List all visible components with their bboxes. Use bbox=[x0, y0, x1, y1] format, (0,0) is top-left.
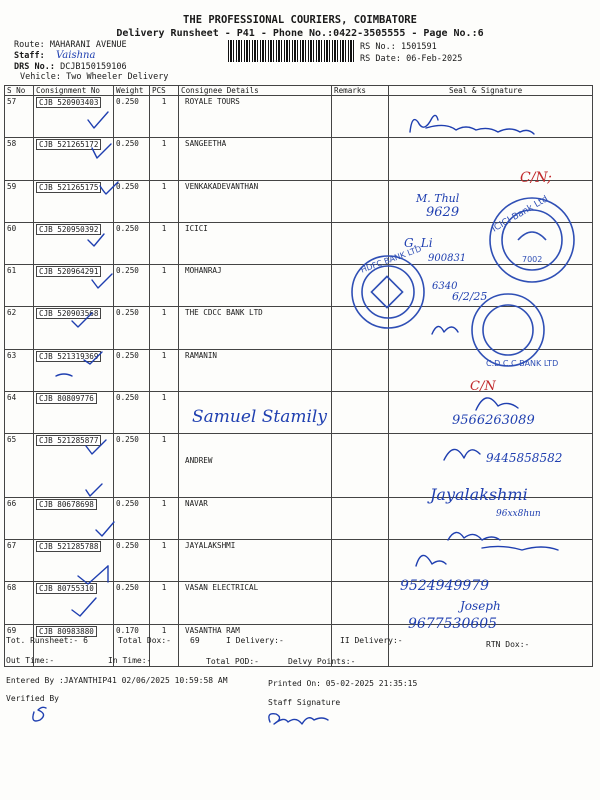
tick-mark bbox=[56, 374, 72, 376]
runsheet-subtitle: Delivery Runsheet - P41 - Phone No.:0422-3505555 - Page No.:6 bbox=[116, 28, 484, 39]
cell-consignment: CJB 520950392 bbox=[36, 224, 101, 235]
phone-64: 9566263089 bbox=[452, 413, 535, 428]
cell-pcs: 1 bbox=[150, 539, 179, 581]
cell-pcs: 1 bbox=[150, 582, 179, 624]
ii-delivery: II Delivery:- bbox=[340, 636, 403, 645]
rtn-dox: RTN Dox:- bbox=[486, 640, 530, 649]
col-remarks: Remarks bbox=[332, 86, 389, 96]
cell-pcs: 1 bbox=[150, 392, 179, 434]
total-dox-label: Total Dox:- bbox=[118, 636, 171, 645]
vehicle-value: Two Wheeler Delivery bbox=[66, 72, 169, 82]
cell-consignment: CJB 520903403 bbox=[36, 97, 101, 108]
icici-bank-stamp bbox=[490, 194, 574, 282]
cell-consignment: CJB 521265175 bbox=[36, 182, 101, 193]
signature-64-mark bbox=[476, 398, 518, 410]
tick-mark bbox=[72, 598, 96, 616]
staff-signature-mark bbox=[269, 714, 328, 724]
cell-pcs: 1 bbox=[150, 497, 179, 539]
cell-consignee: JAYALAKSHMI bbox=[179, 539, 332, 581]
tick-mark bbox=[86, 484, 102, 496]
cell-sno: 57 bbox=[5, 96, 34, 138]
cell-sno: 61 bbox=[5, 265, 34, 307]
cdcc-stamp-text: C.D.C.C BANK LTD bbox=[486, 359, 559, 368]
tick-mark bbox=[96, 522, 114, 536]
tick-mark bbox=[88, 234, 104, 246]
col-consignee: Consignee Details bbox=[179, 86, 332, 96]
rs-no-value: 1501591 bbox=[400, 42, 437, 52]
tick-mark bbox=[88, 112, 108, 128]
delvy-points: Delvy Points:- bbox=[288, 657, 356, 666]
tick-mark bbox=[78, 566, 108, 584]
tick-mark bbox=[92, 274, 112, 288]
cell-sno: 60 bbox=[5, 222, 34, 264]
cell-sno: 67 bbox=[5, 539, 34, 581]
note-61: 6340 bbox=[432, 281, 458, 292]
cell-consignee: THE CDCC BANK LTD bbox=[179, 307, 332, 349]
cell-pcs: 1 bbox=[150, 138, 179, 180]
rs-date-label: RS Date: bbox=[360, 54, 401, 64]
signature-64: Samuel Stamily bbox=[192, 407, 327, 427]
cell-sno: 59 bbox=[5, 180, 34, 222]
entered-by: Entered By :JAYANTHIP41 02/06/2025 10:59:58 AM bbox=[6, 676, 228, 685]
printed-on: Printed On: 05-02-2025 21:35:15 bbox=[268, 679, 418, 688]
signature-67-tail bbox=[482, 546, 558, 550]
cell-pcs: 1 bbox=[150, 349, 179, 391]
cell-consignment: CJB 521265172 bbox=[36, 139, 101, 150]
cell-sno: 58 bbox=[5, 138, 34, 180]
i-delivery: I Delivery:- bbox=[226, 636, 284, 645]
signature-57-tail bbox=[426, 125, 534, 134]
tick-mark bbox=[92, 144, 111, 158]
verified-signature bbox=[33, 707, 46, 721]
col-consignment: Consignment No bbox=[34, 86, 114, 96]
route-value: MAHARANI AVENUE bbox=[49, 40, 127, 50]
signature-68 bbox=[416, 555, 446, 566]
verified-by: Verified By bbox=[6, 694, 59, 703]
cell-weight: 0.250 bbox=[114, 265, 150, 307]
cell-consignment: CJB 521285877 bbox=[36, 435, 101, 446]
cell-consignee: SANGEETHA bbox=[179, 138, 332, 180]
col-seal-signature: Seal & Signature bbox=[389, 86, 593, 96]
cell-weight: 0.250 bbox=[114, 222, 150, 264]
cell-weight: 0.170 bbox=[114, 624, 150, 666]
cell-pcs: 1 bbox=[150, 624, 179, 666]
rs-date-value: 06-Feb-2025 bbox=[406, 54, 463, 64]
cell-consignment: CJB 521319369 bbox=[36, 351, 101, 362]
rs-no-label: RS No.: bbox=[360, 42, 396, 52]
cell-sno: 65 bbox=[5, 434, 34, 497]
signature-57 bbox=[410, 115, 438, 132]
date-62: 6/2/25 bbox=[452, 290, 488, 303]
cell-weight: 0.250 bbox=[114, 497, 150, 539]
cell-sno: 64 bbox=[5, 392, 34, 434]
out-time: Out Time:- bbox=[6, 656, 55, 665]
hdfc-stamp-text: HDFC BANK LTD bbox=[359, 244, 423, 275]
phone-61: 900831 bbox=[428, 253, 467, 264]
cdcc-bank-stamp bbox=[472, 294, 558, 368]
cell-consignee: VASANTHA RAM bbox=[179, 624, 332, 666]
document-title: THE PROFESSIONAL COURIERS, COIMBATORE bbox=[183, 14, 417, 26]
cell-consignment: CJB 520964291 bbox=[36, 266, 101, 277]
tick-mark bbox=[84, 352, 102, 364]
initials-60: G. Li bbox=[404, 236, 433, 250]
phone-65: 9445858582 bbox=[486, 451, 563, 465]
cell-pcs: 1 bbox=[150, 307, 179, 349]
signature-59: M. Thul bbox=[416, 192, 460, 205]
signature-65 bbox=[444, 449, 480, 460]
tick-mark bbox=[100, 182, 118, 194]
cell-consignment: CJB 521285788 bbox=[36, 541, 101, 552]
cell-weight: 0.250 bbox=[114, 539, 150, 581]
phone-68: 9524949979 bbox=[400, 578, 490, 594]
col-weight: Weight bbox=[114, 86, 150, 96]
cell-consignee: RAMANIN bbox=[179, 349, 332, 391]
tick-mark bbox=[72, 313, 92, 327]
cell-sno: 69 bbox=[5, 624, 34, 666]
signature-69: Joseph bbox=[460, 599, 501, 613]
cell-consignee: MOHANRAJ bbox=[179, 265, 332, 307]
route-label: Route: bbox=[14, 40, 45, 50]
in-time: In Time:- bbox=[108, 656, 152, 665]
signature-62 bbox=[432, 326, 458, 334]
cell-pcs: 1 bbox=[150, 222, 179, 264]
cell-consignee: VASAN ELECTRICAL bbox=[179, 582, 332, 624]
cell-weight: 0.250 bbox=[114, 434, 150, 497]
cell-consignee: ICICI bbox=[179, 222, 332, 264]
cell-sno: 62 bbox=[5, 307, 34, 349]
icici-stamp-emblem bbox=[518, 232, 546, 240]
phone-69: 9677530605 bbox=[408, 616, 498, 632]
cell-pcs: 1 bbox=[150, 96, 179, 138]
cell-consignment: CJB 80809776 bbox=[36, 393, 97, 404]
cin-58: C/N; bbox=[520, 170, 552, 186]
icici-stamp-code: 7002 bbox=[522, 255, 543, 264]
vehicle-label: Vehicle: bbox=[20, 72, 61, 82]
staff-handwritten-name: Vaishna bbox=[56, 50, 96, 61]
drs-label: DRS No.: bbox=[14, 62, 55, 72]
tot-runsheet: Tot. Runsheet:- 6 bbox=[6, 636, 88, 645]
cell-weight: 0.250 bbox=[114, 307, 150, 349]
cell-consignee: ANDREW bbox=[179, 434, 332, 497]
cell-sno: 63 bbox=[5, 349, 34, 391]
cell-consignment: CJB 80983880 bbox=[36, 626, 97, 637]
cell-consignment: CJB 520903568 bbox=[36, 308, 101, 319]
cell-weight: 0.250 bbox=[114, 392, 150, 434]
cell-consignee: ROYALE TOURS bbox=[179, 96, 332, 138]
phone-59: 9629 bbox=[426, 205, 460, 220]
cell-weight: 0.250 bbox=[114, 138, 150, 180]
col-pcs: PCS bbox=[150, 86, 179, 96]
icici-stamp-text: ICICI Bank Ltd bbox=[490, 194, 551, 235]
cell-consignee: NAVAR bbox=[179, 497, 332, 539]
cell-consignment: CJB 80755310 bbox=[36, 583, 97, 594]
cell-weight: 0.250 bbox=[114, 96, 150, 138]
cell-consignee: VENKAKADEVANTHAN bbox=[179, 180, 332, 222]
tick-mark bbox=[86, 440, 106, 454]
staff-label: Staff: bbox=[14, 51, 45, 61]
drs-value: DCJB150159106 bbox=[60, 62, 127, 72]
total-dox-value: 69 bbox=[190, 636, 200, 645]
cell-sno: 66 bbox=[5, 497, 34, 539]
signature-66: Jayalakshmi bbox=[430, 485, 528, 504]
hdfc-bank-stamp bbox=[352, 244, 424, 328]
total-pod: Total POD:- bbox=[206, 657, 259, 666]
cell-pcs: 1 bbox=[150, 434, 179, 497]
cell-weight: 0.250 bbox=[114, 582, 150, 624]
cell-pcs: 1 bbox=[150, 180, 179, 222]
cell-weight: 0.250 bbox=[114, 180, 150, 222]
cell-pcs: 1 bbox=[150, 265, 179, 307]
staff-signature-label: Staff Signature bbox=[268, 698, 341, 707]
cell-weight: 0.250 bbox=[114, 349, 150, 391]
phone-66: 96xx8hun bbox=[496, 509, 541, 519]
cell-sno: 68 bbox=[5, 582, 34, 624]
cell-consignment: CJB 80678698 bbox=[36, 499, 97, 510]
signature-67 bbox=[448, 532, 500, 540]
cin-64: C/N bbox=[470, 379, 496, 394]
col-sno: S No bbox=[5, 86, 34, 96]
